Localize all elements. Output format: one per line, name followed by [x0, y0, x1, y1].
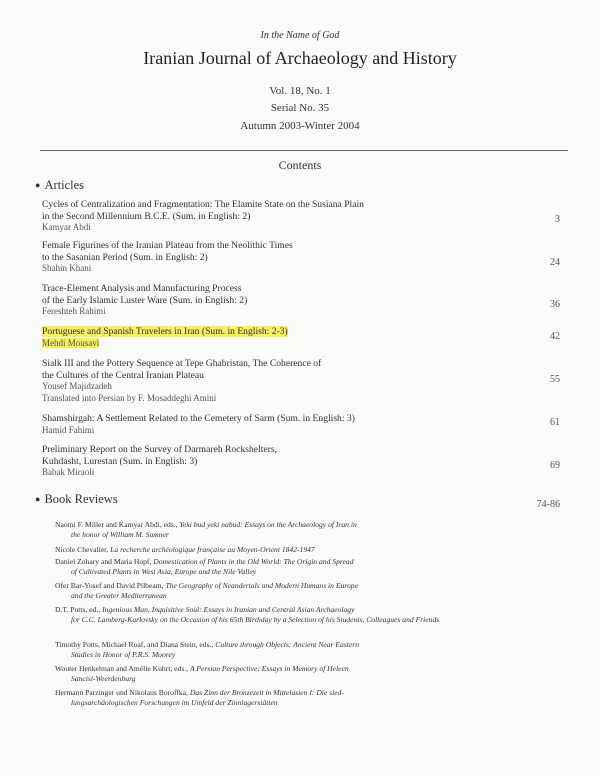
review-title: La recherche archéologique française au Moyen-Orient 1842-1947 [110, 545, 315, 554]
review-entry [55, 545, 560, 555]
review-authors: Nicole Chevalier, [55, 545, 109, 554]
article-entry [42, 444, 522, 479]
book-reviews-heading [35, 492, 118, 507]
contents-title: Contents [278, 158, 322, 172]
article-entry [42, 413, 522, 436]
article-title-cont: in the Second Millennium B.C.E. (Sum. in English: 2) [42, 210, 251, 222]
article-author: Fereshteh Rahimi [42, 306, 106, 316]
article-title-cont: to the Sasanian Period (Sum. in English: 2) [42, 251, 208, 263]
review-title-cont: the honor of William M. Sumner [71, 530, 169, 539]
articles-heading [35, 178, 84, 193]
review-entry [55, 557, 560, 577]
article-entry [42, 240, 522, 275]
review-title: A Persian Perspective: Essays in Memory of Heleen [190, 664, 349, 673]
article-author: Hamid Fahimi [42, 424, 95, 435]
article-page: 42 [550, 331, 560, 342]
article-title: Trace-Element Analysis and Manufacturing Process [42, 283, 242, 294]
review-entry [55, 664, 560, 684]
article-title-cont: Kuhdasht, Lurestan (Sum. in English: 3) [42, 455, 198, 467]
bullet-icon: ● [35, 180, 41, 190]
articles-heading-label: Articles [44, 178, 85, 192]
article-page: 3 [555, 214, 560, 225]
article-page: 61 [550, 417, 560, 428]
review-title-cont: Studies in Honor of P.R.S. Moorey [71, 650, 176, 659]
review-title-cont: and the Greater Mediterranean [71, 591, 167, 600]
divider-rule [40, 150, 568, 151]
review-title-cont: for C.C. Lamberg-Karlovsky on the Occasion of his 65th Birthday by a Selection of his Students, Colleagues and Friends [71, 615, 440, 624]
review-title: Ingenious Man, Inquisitive Soul: Essays in Iranian and Central Asian Archaeology [102, 605, 355, 614]
review-authors: Daniel Zohary and Maria Hopf, [55, 557, 152, 566]
serial-number: Serial No. 35 [270, 102, 330, 114]
journal-title: Iranian Journal of Archaeology and History [143, 48, 457, 68]
review-entry [55, 605, 560, 625]
article-page: 69 [550, 460, 560, 471]
review-title-cont: of Cultivated Plants in West Asia, Europe and the Nile Valley [71, 567, 257, 576]
invocation-line: In the Name of God [260, 30, 340, 41]
review-title-cont: Sancisi-Weerdenburg [71, 674, 136, 683]
review-title-cont: lungsarchäologischen Forschungen im Umfeld der Zinnlagerstätten [71, 698, 278, 707]
review-title: Culture through Objects: Ancient Near Eastern [215, 640, 360, 649]
article-author: Kamyar Abdi [42, 222, 91, 232]
article-page: 36 [550, 299, 560, 310]
book-reviews-heading-label: Book Reviews [44, 492, 118, 506]
article-entry-highlighted [42, 326, 522, 349]
review-authors: Naomi F. Miller and Kamyar Abdi, eds., [55, 520, 178, 529]
volume-number: Vol. 18, No. 1 [269, 85, 331, 97]
review-title: The Geography of Neandertals and Modern Humans in Europe [165, 581, 358, 590]
article-entry [42, 199, 522, 234]
article-page: 55 [550, 374, 560, 385]
review-title: Yeki bud yeki nabud: Essays on the Archaeology of Iran in [179, 520, 357, 529]
review-authors: Timothy Potts, Michael Roaf, and Diana Stein, eds., [55, 640, 214, 649]
article-title: Portuguese and Spanish Travelers in Iran (Sum. in English: 2-3) [42, 326, 288, 337]
article-page: 24 [550, 257, 560, 268]
review-entry [55, 688, 560, 708]
review-title: Domestication of Plants in the Old World: The Origin and Spread [153, 557, 354, 566]
article-title: Sialk III and the Pottery Sequence at Tepe Ghabristan, The Coherence of [42, 358, 322, 369]
article-translator: Translated into Persian by F. Mosaddeghi Amini [42, 392, 217, 403]
article-entry [42, 283, 522, 318]
article-title: Shamshirgah: A Settlement Related to the Cemetery of Sarm (Sum. in English: 3) [42, 413, 355, 424]
review-entry [55, 581, 560, 601]
review-entry [55, 520, 560, 540]
article-title: Cycles of Centralization and Fragmentation: The Elamite State on the Susiana Plain [42, 199, 364, 210]
review-authors: Wouter Henkelman and Amélie Kuhrt, eds., [55, 664, 189, 673]
article-title: Female Figurines of the Iranian Plateau from the Neolithic Times [42, 240, 293, 251]
review-authors: Ofer Bar-Yosef and David Pilbeam, [55, 581, 164, 590]
article-author: Babak Miraoli [42, 467, 95, 477]
article-title-cont: of the Early Islamic Luster Ware (Sum. in English: 2) [42, 294, 248, 306]
article-title-cont: the Cultures of the Central Iranian Plateau [42, 369, 204, 381]
issue-season: Autumn 2003-Winter 2004 [240, 120, 360, 132]
article-entry [42, 358, 522, 404]
article-author: Mehdi Mousavi [42, 337, 100, 348]
review-authors: D.T. Potts, ed., [55, 605, 101, 614]
review-entry [55, 640, 560, 660]
article-title: Preliminary Report on the Survey of Darmareh Rockshelters, [42, 444, 277, 455]
bullet-icon: ● [35, 494, 41, 504]
book-reviews-pages: 74-86 [536, 499, 560, 510]
article-author: Yousef Majidzadeh [42, 381, 112, 391]
review-title: Das Zinn der Bronzezeit in Mittelasien I: Die sied- [189, 688, 344, 697]
article-author: Shahin Khani [42, 263, 92, 273]
review-authors: Hermann Parzinger und Nikolaus Boroffka, [55, 688, 188, 697]
